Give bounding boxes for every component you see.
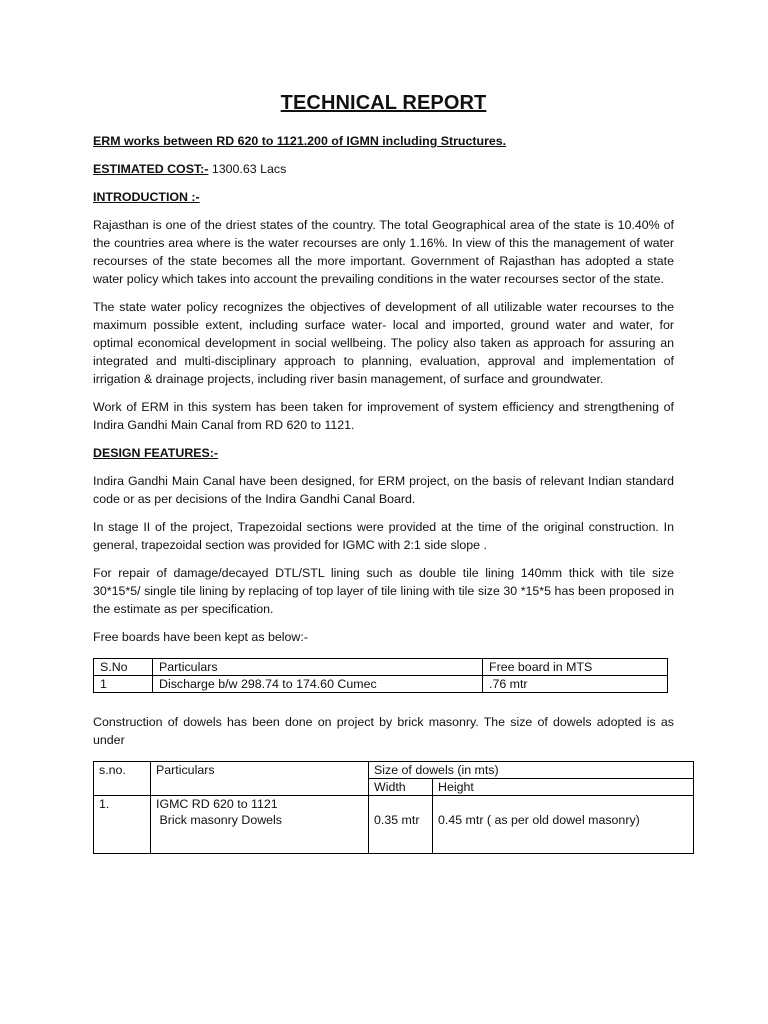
report-title: TECHNICAL REPORT: [280, 92, 487, 114]
free-boards-intro: Free boards have been kept as below:-: [93, 630, 308, 644]
table-header-cell: Size of dowels (in mts): [369, 762, 694, 779]
report-body: [93, 88, 674, 854]
dowels-intro: Construction of dowels has been done on project by brick masonry. The size of dowels adopted is as under: [93, 715, 674, 747]
design-paragraph-3: For repair of damage/decayed DTL/STL lining such as double tile lining 140mm thick with tile size 30*15*5/ single tile lining by replacing of top layer of tile lining with tile size 30 *15*5 has been proposed in the estimate as per specification.: [93, 566, 674, 616]
table-cell: 1: [94, 676, 153, 693]
particulars-line-2: Brick masonry Dowels: [156, 813, 282, 827]
spacer: [93, 693, 674, 713]
table-row: [94, 676, 668, 693]
introduction-heading: INTRODUCTION :-: [93, 190, 200, 204]
particulars-line-1: IGMC RD 620 to 1121: [156, 797, 278, 811]
dowels-table: [93, 761, 694, 854]
table-cell: Discharge b/w 298.74 to 174.60 Cumec: [153, 676, 483, 693]
table-row: [94, 796, 694, 854]
table-header-cell: Width: [369, 779, 433, 796]
table-cell: .76 mtr: [483, 676, 668, 693]
table-cell: 1.: [94, 796, 151, 854]
table-header-cell: S.No: [94, 659, 153, 676]
table-header-cell: Free board in MTS: [483, 659, 668, 676]
introduction-paragraph-3: Work of ERM in this system has been taken for improvement of system efficiency and strengthening of Indira Gandhi Main Canal from RD 620 to 1121.: [93, 400, 674, 432]
free-board-table: [93, 658, 668, 693]
height-value: 0.45 mtr ( as per old dowel masonry): [438, 813, 640, 827]
table-header-cell: Height: [433, 779, 694, 796]
estimated-cost-value: 1300.63 Lacs: [208, 162, 287, 176]
design-paragraph-2: In stage II of the project, Trapezoidal sections were provided at the time of the original construction. In general, trapezoidal section was provided for IGMC with 2:1 side slope .: [93, 520, 674, 552]
table-header-row: [94, 659, 668, 676]
table-header-cell: Particulars: [153, 659, 483, 676]
table-header-cell: s.no.: [94, 762, 151, 796]
design-paragraph-1: Indira Gandhi Main Canal have been designed, for ERM project, on the basis of relevant Indian standard code or as per decisions of the Indira Gandhi Canal Board.: [93, 474, 674, 506]
estimated-cost: [93, 160, 674, 178]
introduction-paragraph-1: Rajasthan is one of the driest states of the country. The total Geographical area of the state is 10.40% of the countries area where is the water recourses are only 1.16%. In view of this the management of water recourses of the state becomes all the more important. Government of Rajasthan has adopted a state water policy which takes into account the prevailing conditions in the water recourses sector of the state.: [93, 218, 674, 286]
table-cell: [151, 796, 369, 854]
table-header-cell: Particulars: [151, 762, 369, 796]
estimated-cost-label: ESTIMATED COST:-: [93, 162, 209, 176]
table-cell: [433, 796, 694, 854]
table-cell: [369, 796, 433, 854]
report-subtitle: ERM works between RD 620 to 1121.200 of IGMN including Structures.: [93, 134, 507, 148]
width-value: 0.35 mtr: [374, 813, 420, 827]
table-header-row: [94, 762, 694, 779]
introduction-paragraph-2: The state water policy recognizes the objectives of development of all utilizable water recourses to the maximum possible extent, including surface water- local and imported, ground water and water, for optimal economical development in social wellbeing. The policy also taken as approach for assuring an integrated and multi-disciplinary approach to planning, evaluation, approval and implementation of irrigation & drainage projects, including river basin management, of surface and groundwater.: [93, 300, 674, 386]
design-features-heading: DESIGN FEATURES:-: [93, 446, 219, 460]
